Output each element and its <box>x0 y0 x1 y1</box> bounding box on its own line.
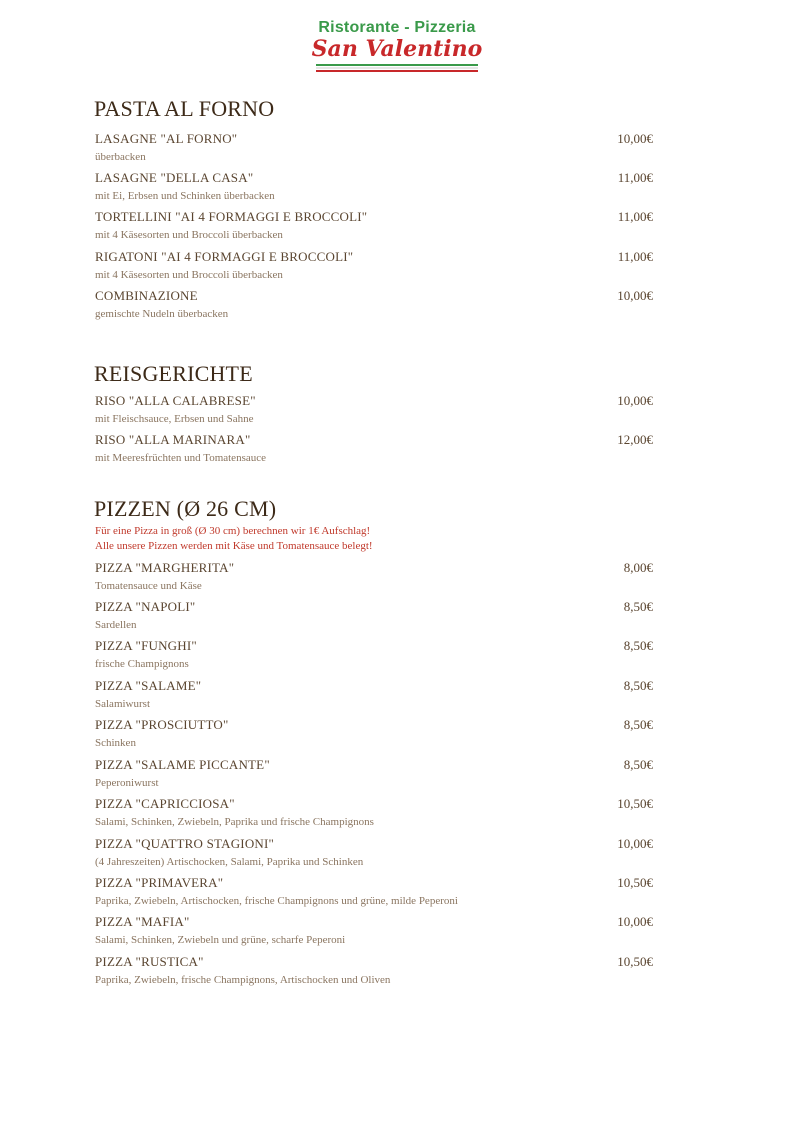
item-name: RISO "ALLA MARINARA" <box>95 432 251 447</box>
item-description: mit Meeresfrüchten und Tomatensauce <box>95 452 266 464</box>
item-name: PIZZA "MAFIA" <box>95 914 190 929</box>
pizza-size-note: Für eine Pizza in groß (Ø 30 cm) berechnen wir 1€ Aufschlag! <box>95 525 371 537</box>
item-name: LASAGNE "DELLA CASA" <box>95 170 254 185</box>
item-description: frische Champignons <box>95 658 189 670</box>
item-name: COMBINAZIONE <box>95 288 198 303</box>
menu-item <box>95 913 655 948</box>
item-price: 8,00€ <box>623 560 653 575</box>
item-name: RISO "ALLA CALABRESE" <box>95 393 256 408</box>
logo-name: San Valentino <box>311 36 483 62</box>
menu-item <box>95 637 655 672</box>
item-price: 8,50€ <box>623 599 653 614</box>
item-description: mit Fleischsauce, Erbsen und Sahne <box>95 413 254 425</box>
menu-item <box>95 677 655 712</box>
item-name: PIZZA "SALAME" <box>95 678 202 693</box>
item-price: 8,50€ <box>623 757 653 772</box>
item-name: PIZZA "SALAME PICCANTE" <box>95 757 270 772</box>
item-description: Paprika, Zwiebeln, Artischocken, frische Champignons und grüne, milde Peperoni <box>95 895 458 907</box>
section-title-pizza: PIZZEN (Ø 26 CM) <box>94 496 277 521</box>
item-description: Schinken <box>95 737 136 749</box>
logo-flag-stripes <box>316 64 478 72</box>
item-price: 10,50€ <box>617 875 653 890</box>
menu-item <box>95 248 655 283</box>
section-title-reis: REISGERICHTE <box>94 361 253 386</box>
item-price: 11,00€ <box>617 170 653 185</box>
menu-item <box>95 287 655 322</box>
item-price: 10,00€ <box>617 131 653 146</box>
item-description: mit 4 Käsesorten und Broccoli überbacken <box>95 269 283 281</box>
item-name: PIZZA "FUNGHI" <box>95 638 197 653</box>
logo-subtitle: Ristorante - Pizzeria <box>318 19 476 36</box>
menu-item <box>95 874 655 909</box>
item-description: Peperoniwurst <box>95 777 159 789</box>
item-name: PIZZA "MARGHERITA" <box>95 560 235 575</box>
item-description: Salami, Schinken, Zwiebeln und grüne, scharfe Peperoni <box>95 934 346 946</box>
menu-item <box>95 835 655 870</box>
item-name: PIZZA "RUSTICA" <box>95 954 204 969</box>
menu-item <box>95 716 655 751</box>
item-description: Tomatensauce und Käse <box>95 580 202 592</box>
item-description: Paprika, Zwiebeln, frische Champignons, Artischocken und Oliven <box>95 974 391 986</box>
section-title-pasta: PASTA AL FORNO <box>94 96 275 121</box>
item-price: 10,00€ <box>617 393 653 408</box>
menu-item <box>95 756 655 791</box>
menu-item <box>95 795 655 830</box>
item-name: TORTELLINI "AI 4 FORMAGGI E BROCCOLI" <box>95 209 368 224</box>
item-description: Salamiwurst <box>95 698 150 710</box>
menu-item <box>95 431 655 466</box>
menu-item <box>95 392 655 427</box>
item-name: LASAGNE "AL FORNO" <box>95 131 238 146</box>
menu-item <box>95 559 655 594</box>
pizza-topping-note: Alle unsere Pizzen werden mit Käse und Tomatensauce belegt! <box>95 540 373 552</box>
item-description: Salami, Schinken, Zwiebeln, Paprika und frische Champignons <box>95 816 374 828</box>
item-price: 8,50€ <box>623 678 653 693</box>
item-name: PIZZA "CAPRICCIOSA" <box>95 796 235 811</box>
item-description: (4 Jahreszeiten) Artischocken, Salami, Paprika und Schinken <box>95 856 364 868</box>
item-price: 10,50€ <box>617 796 653 811</box>
item-price: 12,00€ <box>617 432 653 447</box>
item-name: RIGATONI "AI 4 FORMAGGI E BROCCOLI" <box>95 249 354 264</box>
restaurant-logo <box>0 18 794 73</box>
item-description: Sardellen <box>95 619 137 631</box>
item-price: 11,00€ <box>617 249 653 264</box>
item-description: überbacken <box>95 151 146 163</box>
item-price: 10,00€ <box>617 836 653 851</box>
item-price: 11,00€ <box>617 209 653 224</box>
item-price: 10,00€ <box>617 914 653 929</box>
item-name: PIZZA "PRIMAVERA" <box>95 875 224 890</box>
item-price: 10,50€ <box>617 954 653 969</box>
menu-item <box>95 953 655 988</box>
menu-item <box>95 598 655 633</box>
item-name: PIZZA "NAPOLI" <box>95 599 196 614</box>
item-name: PIZZA "PROSCIUTTO" <box>95 717 229 732</box>
item-price: 10,00€ <box>617 288 653 303</box>
item-description: gemischte Nudeln überbacken <box>95 308 229 320</box>
menu-item <box>95 208 655 243</box>
menu-item <box>95 169 655 204</box>
item-description: mit 4 Käsesorten und Broccoli überbacken <box>95 229 283 241</box>
menu-item <box>95 130 655 165</box>
item-name: PIZZA "QUATTRO STAGIONI" <box>95 836 275 851</box>
item-price: 8,50€ <box>623 717 653 732</box>
item-description: mit Ei, Erbsen und Schinken überbacken <box>95 190 275 202</box>
item-price: 8,50€ <box>623 638 653 653</box>
